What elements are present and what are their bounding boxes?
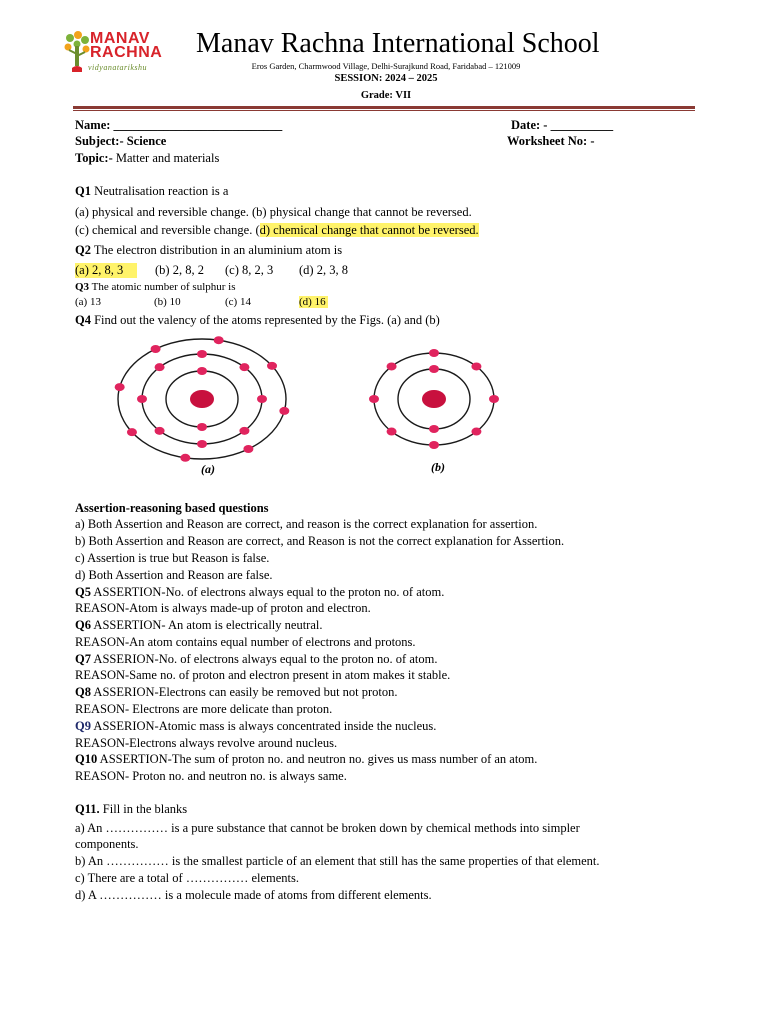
q7-reason: REASON-Same no. of proton and electron present in atom makes it stable. [75,668,451,682]
q2-options [75,263,348,278]
q2-option-b: (b) 2, 8, 2 [155,263,204,277]
electron [155,363,165,371]
atom-a [115,336,290,462]
q3-text: The atomic number of sulphur is [89,281,236,293]
q9-reason: REASON-Electrons always revolve around nucleus. [75,736,338,750]
assertion-option-d: d) Both Assertion and Reason are false. [75,568,273,582]
q5-assertion-text: ASSERTION-No. of electrons always equal to the proton no. of atom. [90,585,445,599]
electron [115,383,125,391]
nucleus [422,390,446,408]
electron [489,395,499,403]
electron [239,363,249,371]
session: SESSION: 2024 – 2025 [334,73,438,84]
header-rule-thick [73,106,695,109]
electron [127,428,137,436]
assertion-option-c: c) Assertion is true but Reason is false. [75,551,270,565]
date-field: Date: - __________ [511,118,614,132]
name-field: Name: ___________________________ [75,118,283,132]
q6-number: Q6 [75,618,91,632]
q8-assertion-text: ASSERION-Electrons can easily be removed but not proton. [90,685,398,699]
fig-b-label: (b) [431,460,445,474]
electron [279,407,289,415]
q10-assertion-text: ASSERTION-The sum of proton no. and neutron no. gives us mass number of an atom. [97,752,538,766]
grade: Grade: VII [360,90,412,101]
q2-number: Q2 [75,243,91,257]
logo-text-manav: MANAV [90,30,150,47]
q7-assertion-text: ASSERION-No. of electrons always equal to the proton no. of atom. [90,652,438,666]
q4-question [75,313,440,328]
q1-options-line1: (a) physical and reversible change. (b) physical change that cannot be reversed. [75,205,472,219]
electron [387,428,397,436]
q6-assertion [75,618,322,633]
q11-question [75,802,187,817]
q10-number: Q10 [75,752,98,766]
atom-figures [112,332,504,478]
electron [471,362,481,370]
q6-assertion-text: ASSERTION- An atom is electrically neutral. [90,618,323,632]
q5-reason: REASON-Atom is always made-up of proton and electron. [75,601,371,615]
q3-option-a: (a) 13 [75,296,101,308]
electron [214,336,224,344]
q2-text: The electron distribution in an aluminium atom is [90,243,343,257]
q1-answer-highlight: d) chemical change that cannot be reversed. [259,223,479,237]
q9-number: Q9 [75,719,91,733]
q8-reason: REASON- Electrons are more delicate than proton. [75,702,333,716]
assertion-heading: Assertion-reasoning based questions [75,501,269,515]
nucleus [190,390,214,408]
q3-number: Q3 [75,281,90,293]
q1-option-c: (c) chemical and reversible change. ( [75,223,260,237]
q8-assertion [75,685,398,700]
q2-option-d: (d) 2, 3, 8 [299,263,348,277]
topic-label: Topic:- [75,151,113,165]
electron [267,362,277,370]
q11-blank-d: d) A …………… is a molecule made of atoms from different elements. [75,888,432,902]
q10-assertion [75,752,537,767]
topic-value: Matter and materials [112,151,220,165]
q9-assertion-text: ASSERION-Atomic mass is always concentrated inside the nucleus. [90,719,437,733]
q2-option-c: (c) 8, 2, 3 [225,263,274,277]
assertion-option-b: b) Both Assertion and Reason are correct, and Reason is not the correct explanation for Assertion. [75,534,565,548]
subject-line: Subject:- Science [75,134,167,148]
electron [197,367,207,375]
electron [369,395,379,403]
topic-line [75,151,219,166]
q11-number: Q11. [75,802,100,816]
electron [239,427,249,435]
q1-question [75,184,228,199]
electron [151,345,161,353]
q11-blank-c: c) There are a total of …………… elements. [75,871,299,885]
electron [429,441,439,449]
q3-options [75,296,328,308]
q1-text: Neutralisation reaction is a [90,184,229,198]
q7-assertion [75,652,437,667]
school-address: Eros Garden, Charmwood Village, Delhi-Surajkund Road, Faridabad – 121009 [251,61,521,71]
q3-question [75,281,236,293]
electron [137,395,147,403]
header-rule-thin [73,110,695,111]
electron [257,395,267,403]
school-name: Manav Rachna International School [196,28,600,59]
fig-a-label: (a) [201,462,215,476]
logo-text-rachna: RACHNA [90,44,163,61]
electron [243,445,253,453]
q5-number: Q5 [75,585,91,599]
q1-options-line2 [75,223,479,238]
assertion-option-a: a) Both Assertion and Reason are correct, and reason is the correct explanation for assertion. [75,517,538,531]
q11-blank-a-line2: components. [75,837,139,851]
q2-option-a-answer: (a) 2, 8, 3 [75,263,137,278]
q2-question [75,243,342,258]
electron [197,440,207,448]
q5-assertion [75,585,444,600]
q3-option-b: (b) 10 [154,296,181,308]
electron [429,425,439,433]
logo-tagline: vidyanatarikshu [88,63,148,72]
q10-reason: REASON- Proton no. and neutron no. is always same. [75,769,347,783]
electron [429,365,439,373]
q9-assertion [75,719,436,734]
electron [197,423,207,431]
q3-option-d-answer: (d) 16 [299,296,326,308]
atom-b [369,349,499,449]
q11-text: Fill in the blanks [99,802,188,816]
q8-number: Q8 [75,685,91,699]
q11-blank-a-line1: a) An …………… is a pure substance that cannot be broken down by chemical methods into simpler [75,821,580,835]
electron [197,350,207,358]
q6-reason: REASON-An atom contains equal number of electrons and protons. [75,635,416,649]
q1-number: Q1 [75,184,91,198]
electron [471,428,481,436]
worksheet-number: Worksheet No: - [507,134,595,148]
q7-number: Q7 [75,652,91,666]
q3-option-c: (c) 14 [225,296,251,308]
q4-number: Q4 [75,313,91,327]
school-logo [62,30,174,78]
electron [429,349,439,357]
electron [155,427,165,435]
electron [180,454,190,462]
electron [387,362,397,370]
q11-blank-b: b) An …………… is the smallest particle of an element that still has the same properties of that element. [75,854,600,868]
atom-diagrams [112,332,504,478]
q4-text: Find out the valency of the atoms represented by the Figs. (a) and (b) [90,313,440,327]
